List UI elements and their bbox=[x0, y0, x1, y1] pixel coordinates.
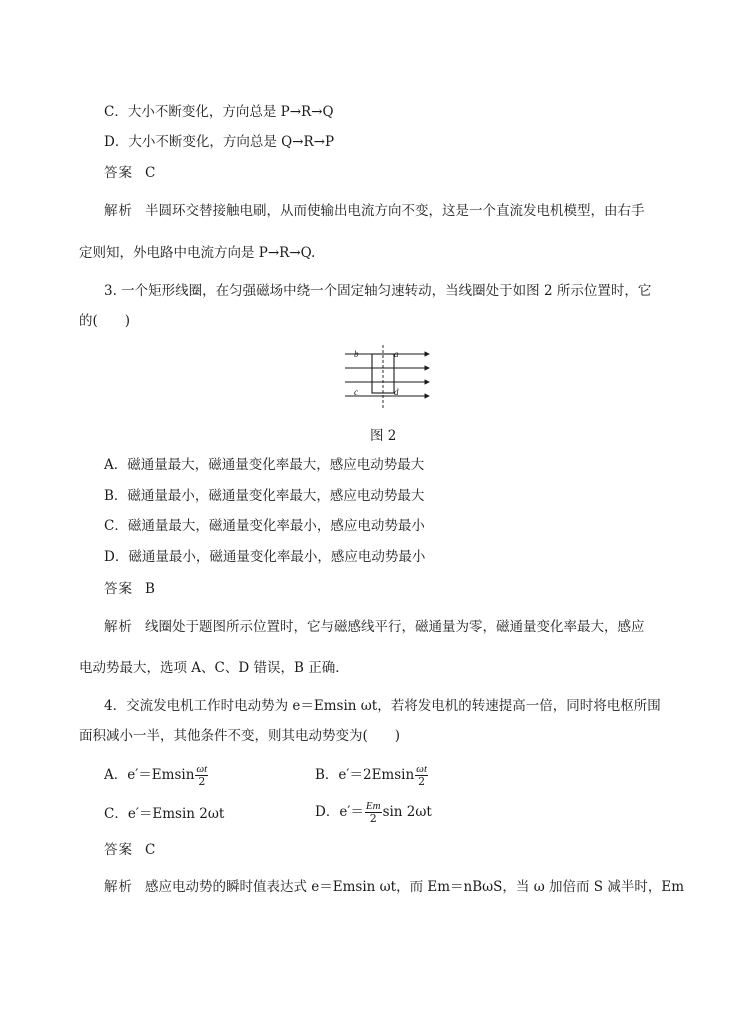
q4-option-d bbox=[315, 800, 432, 825]
q4-stem-2: 面积减小一半，其他条件不变，则其电动势变为( ) bbox=[79, 728, 401, 744]
coil-in-field-figure bbox=[343, 345, 433, 409]
q3-stem-2: 的( ) bbox=[79, 313, 131, 329]
answer-value: C bbox=[145, 165, 156, 181]
denominator: 2 bbox=[369, 812, 377, 825]
fraction bbox=[195, 763, 208, 788]
explanation-line-2: 定则知，外电路中电流方向是 P→R→Q. bbox=[79, 245, 316, 261]
q3-explanation-line-2: 电动势最大，选项 A、C、D 错误，B 正确． bbox=[79, 660, 349, 676]
answer-value: B bbox=[145, 581, 155, 597]
label-b: b bbox=[354, 349, 359, 359]
q3-answer-row bbox=[104, 580, 155, 598]
explanation-label: 解析 bbox=[104, 879, 133, 895]
numerator: ωt bbox=[416, 763, 427, 775]
fraction bbox=[415, 763, 428, 788]
explanation-text: 线圈处于题图所示位置时，它与磁感线平行，磁通量为零，磁通量变化率最大，感应 bbox=[145, 619, 645, 635]
label-a: a bbox=[394, 349, 399, 359]
option-c-text: C．大小不断变化，方向总是 P→R→Q bbox=[104, 104, 334, 120]
q3-option-c: C．磁通量最大，磁通量变化率最小，感应电动势最小 bbox=[104, 518, 425, 534]
q3-option-a: A．磁通量最大，磁通量变化率最大，感应电动势最大 bbox=[104, 457, 425, 473]
numerator: ωt bbox=[196, 763, 208, 775]
denominator: 2 bbox=[198, 775, 206, 788]
label-c: c bbox=[354, 387, 358, 397]
explanation-label: 解析 bbox=[104, 619, 133, 635]
q4-answer-row bbox=[104, 841, 155, 859]
explanation-text: 半圆环交替接触电刷，从而使输出电流方向不变，这是一个直流发电机模型，由右手 bbox=[145, 203, 645, 219]
q4-option-c: C．e′＝Emsin 2ωt bbox=[104, 806, 225, 822]
answer-label: 答案 bbox=[104, 165, 133, 181]
q3-option-b: B．磁通量最小，磁通量变化率最大，感应电动势最大 bbox=[104, 488, 425, 504]
option-d-text: D．大小不断变化，方向总是 Q→R→P bbox=[104, 134, 335, 150]
figure-caption: 图 2 bbox=[370, 428, 397, 444]
q3-option-d: D．磁通量最小，磁通量变化率最小，感应电动势最小 bbox=[104, 549, 426, 565]
fraction bbox=[365, 800, 382, 825]
answer-row bbox=[104, 164, 155, 182]
denominator: 2 bbox=[418, 775, 426, 788]
q4-explanation-line bbox=[104, 878, 684, 896]
answer-value: C bbox=[145, 842, 156, 858]
q4-stem: 4．交流发电机工作时电动势为 e＝Emsin ωt，若将发电机的转速提高一倍，同时将电枢所围 bbox=[104, 698, 661, 714]
q4-option-a bbox=[104, 763, 209, 788]
q3-explanation-line bbox=[104, 618, 645, 636]
explanation-text: 感应电动势的瞬时值表达式 e＝Emsin ωt，而 Em＝nBωS，当 ω 加倍而 S 减半时，Em bbox=[145, 879, 684, 895]
numerator: Em bbox=[365, 800, 381, 812]
explanation-line bbox=[104, 202, 645, 220]
label-d: d bbox=[394, 387, 399, 397]
answer-label: 答案 bbox=[104, 581, 133, 597]
option-a-prefix: A．e′＝Emsin bbox=[104, 767, 195, 783]
explanation-label: 解析 bbox=[104, 203, 133, 219]
option-d-suffix: sin 2ωt bbox=[382, 804, 432, 820]
answer-label: 答案 bbox=[104, 842, 133, 858]
option-d-prefix: D．e′＝ bbox=[315, 804, 364, 820]
q3-stem: 3. 一个矩形线圈，在匀强磁场中绕一个固定轴匀速转动，当线圈处于如图 2 所示位置时，它 bbox=[104, 283, 652, 299]
q4-option-b bbox=[315, 763, 429, 788]
option-b-prefix: B．e′＝2Emsin bbox=[315, 767, 415, 783]
